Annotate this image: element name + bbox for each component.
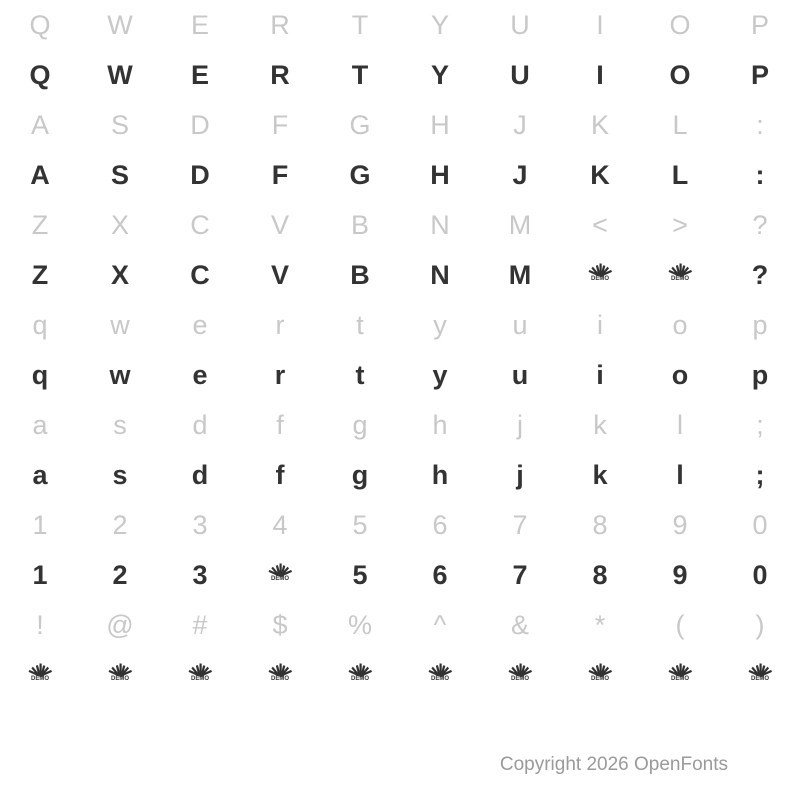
glyph-cell: P bbox=[750, 59, 769, 90]
glyph-cell: 0 bbox=[752, 509, 768, 540]
demo-glyph bbox=[640, 250, 720, 300]
glyph-cell: p bbox=[752, 309, 768, 340]
glyph-cell: u bbox=[511, 359, 529, 390]
glyph-cell: 6 bbox=[432, 509, 448, 540]
glyph-cell: t bbox=[355, 359, 365, 390]
glyph-cell: 5 bbox=[352, 509, 368, 540]
glyph-cell: 3 bbox=[192, 509, 208, 540]
glyph-cell: W bbox=[107, 9, 133, 40]
glyph-cell: 7 bbox=[512, 509, 528, 540]
glyph-cell: H bbox=[430, 109, 450, 140]
glyph-row bbox=[0, 400, 800, 450]
glyph-cell: ! bbox=[36, 609, 44, 640]
glyph-cell: s bbox=[112, 459, 128, 490]
glyph-row bbox=[0, 250, 800, 300]
demo-burst-icon: DEMO bbox=[667, 262, 693, 288]
glyph-cell: 3 bbox=[192, 559, 208, 590]
demo-glyph bbox=[480, 650, 560, 700]
glyph-cell: @ bbox=[106, 609, 134, 640]
glyph-cell: y bbox=[432, 359, 448, 390]
demo-glyph bbox=[320, 650, 400, 700]
demo-glyph bbox=[720, 650, 800, 700]
glyph-cell: E bbox=[190, 59, 209, 90]
glyph-cell: f bbox=[276, 409, 284, 440]
glyph-row bbox=[0, 50, 800, 100]
glyph-cell: N bbox=[430, 259, 450, 290]
demo-glyph bbox=[560, 250, 640, 300]
glyph-cell: I bbox=[596, 59, 604, 90]
glyph-cell: G bbox=[349, 109, 371, 140]
glyph-cell: N bbox=[430, 209, 450, 240]
glyph-cell: S bbox=[110, 109, 129, 140]
glyph-cell: 1 bbox=[32, 509, 48, 540]
glyph-cell: k bbox=[592, 459, 608, 490]
glyph-cell: 6 bbox=[432, 559, 448, 590]
glyph-cell: K bbox=[590, 159, 610, 190]
glyph-cell: A bbox=[30, 109, 49, 140]
glyph-cell: q bbox=[32, 309, 48, 340]
glyph-cell: a bbox=[32, 459, 48, 490]
glyph-cell: j bbox=[517, 409, 523, 440]
glyph-cell: w bbox=[110, 309, 130, 340]
glyph-cell: l bbox=[677, 409, 683, 440]
glyph-cell: Z bbox=[31, 259, 49, 290]
glyph-cell: g bbox=[351, 459, 369, 490]
glyph-cell: d bbox=[192, 409, 208, 440]
glyph-cell: ? bbox=[751, 259, 769, 290]
glyph-cell: 0 bbox=[752, 559, 768, 590]
glyph-cell: d bbox=[191, 459, 209, 490]
demo-burst-icon: DEMO bbox=[427, 662, 453, 688]
glyph-cell: e bbox=[192, 309, 208, 340]
glyph-row bbox=[0, 500, 800, 550]
glyph-cell: i bbox=[596, 359, 604, 390]
glyph-cell: $ bbox=[272, 609, 288, 640]
glyph-cell: 8 bbox=[592, 509, 608, 540]
glyph-cell: P bbox=[750, 9, 769, 40]
glyph-row bbox=[0, 300, 800, 350]
glyph-row bbox=[0, 650, 800, 700]
glyph-row bbox=[0, 100, 800, 150]
glyph-cell: h bbox=[431, 459, 449, 490]
glyph-cell: B bbox=[350, 259, 370, 290]
glyph-cell: H bbox=[430, 159, 450, 190]
demo-glyph bbox=[80, 650, 160, 700]
glyph-cell: D bbox=[190, 159, 210, 190]
glyph-cell: h bbox=[432, 409, 448, 440]
glyph-cell: 5 bbox=[352, 559, 368, 590]
demo-burst-icon: DEMO bbox=[587, 262, 613, 288]
demo-burst-icon: DEMO bbox=[107, 662, 133, 688]
glyph-cell: C bbox=[190, 209, 210, 240]
demo-burst-icon: DEMO bbox=[187, 662, 213, 688]
glyph-cell: ; bbox=[755, 459, 765, 490]
glyph-row bbox=[0, 150, 800, 200]
glyph-cell: R bbox=[270, 59, 290, 90]
glyph-cell: * bbox=[594, 609, 606, 640]
glyph-cell: 2 bbox=[112, 559, 128, 590]
glyph-cell: ? bbox=[752, 209, 768, 240]
glyph-cell: B bbox=[350, 209, 369, 240]
demo-burst-icon: DEMO bbox=[507, 662, 533, 688]
glyph-cell: X bbox=[110, 259, 129, 290]
glyph-cell: V bbox=[270, 209, 289, 240]
demo-burst-icon: DEMO bbox=[747, 662, 773, 688]
demo-burst-icon: DEMO bbox=[587, 662, 613, 688]
glyph-row bbox=[0, 450, 800, 500]
glyph-cell: o bbox=[672, 309, 688, 340]
glyph-cell: r bbox=[274, 359, 286, 390]
copyright-notice: Copyright 2026 OpenFonts bbox=[499, 754, 728, 775]
glyph-row bbox=[0, 600, 800, 650]
glyph-cell: J bbox=[512, 159, 528, 190]
glyph-cell: X bbox=[110, 209, 129, 240]
glyph-cell: Y bbox=[430, 59, 449, 90]
glyph-cell: 2 bbox=[112, 509, 128, 540]
glyph-cell: 7 bbox=[512, 559, 528, 590]
demo-glyph bbox=[160, 650, 240, 700]
glyph-cell: Y bbox=[430, 9, 449, 40]
glyph-cell: g bbox=[352, 409, 368, 440]
glyph-row bbox=[0, 550, 800, 600]
glyph-cell: C bbox=[190, 259, 210, 290]
glyph-cell: L bbox=[672, 109, 688, 140]
glyph-cell: T bbox=[351, 9, 369, 40]
glyph-cell: # bbox=[192, 609, 208, 640]
glyph-cell: % bbox=[347, 609, 372, 640]
glyph-cell: U bbox=[510, 59, 530, 90]
glyph-cell: 8 bbox=[592, 559, 608, 590]
glyph-cell: M bbox=[508, 209, 532, 240]
demo-glyph bbox=[240, 650, 320, 700]
glyph-cell: l bbox=[676, 459, 684, 490]
glyph-cell: : bbox=[755, 159, 765, 190]
glyph-cell: o bbox=[671, 359, 689, 390]
glyph-cell: G bbox=[349, 159, 371, 190]
demo-glyph bbox=[560, 650, 640, 700]
glyph-cell: K bbox=[590, 109, 609, 140]
glyph-cell: F bbox=[271, 109, 289, 140]
glyph-cell: ^ bbox=[433, 609, 447, 640]
demo-glyph bbox=[240, 550, 320, 600]
glyph-row bbox=[0, 0, 800, 50]
glyph-cell: y bbox=[433, 309, 447, 340]
glyph-cell: U bbox=[510, 9, 530, 40]
glyph-row bbox=[0, 350, 800, 400]
demo-glyph bbox=[400, 650, 480, 700]
glyph-cell: V bbox=[270, 259, 289, 290]
glyph-cell: u bbox=[512, 309, 528, 340]
demo-burst-icon: DEMO bbox=[267, 562, 293, 588]
glyph-cell: D bbox=[190, 109, 210, 140]
glyph-cell: I bbox=[596, 9, 604, 40]
glyph-cell: A bbox=[30, 159, 50, 190]
glyph-cell: F bbox=[271, 159, 289, 190]
glyph-cell: < bbox=[592, 209, 608, 240]
glyph-cell: p bbox=[751, 359, 769, 390]
glyph-cell: Q bbox=[29, 59, 51, 90]
glyph-cell: O bbox=[669, 59, 691, 90]
glyph-cell: S bbox=[110, 159, 129, 190]
glyph-cell: ) bbox=[755, 609, 765, 640]
glyph-cell: e bbox=[192, 359, 208, 390]
glyph-cell: ( bbox=[675, 609, 685, 640]
glyph-cell: a bbox=[32, 409, 48, 440]
glyph-cell: E bbox=[190, 9, 209, 40]
glyph-cell: 4 bbox=[272, 509, 288, 540]
glyph-cell: t bbox=[356, 309, 364, 340]
glyph-cell: w bbox=[109, 359, 131, 390]
demo-glyph bbox=[0, 650, 80, 700]
glyph-cell: f bbox=[275, 459, 285, 490]
glyph-cell: & bbox=[510, 609, 529, 640]
glyph-cell: 9 bbox=[672, 509, 688, 540]
glyph-cell: T bbox=[351, 59, 369, 90]
glyph-cell: R bbox=[270, 9, 290, 40]
glyph-cell: 9 bbox=[672, 559, 688, 590]
glyph-cell: ; bbox=[756, 409, 764, 440]
glyph-cell: J bbox=[513, 109, 527, 140]
glyph-cell: > bbox=[672, 209, 688, 240]
glyph-cell: k bbox=[593, 409, 607, 440]
glyph-cell: Q bbox=[29, 9, 51, 40]
glyph-cell: i bbox=[597, 309, 603, 340]
demo-glyph bbox=[640, 650, 720, 700]
glyph-cell: : bbox=[756, 109, 764, 140]
glyph-cell: 1 bbox=[32, 559, 48, 590]
demo-burst-icon: DEMO bbox=[27, 662, 53, 688]
demo-burst-icon: DEMO bbox=[267, 662, 293, 688]
demo-burst-icon: DEMO bbox=[347, 662, 373, 688]
glyph-cell: O bbox=[669, 9, 691, 40]
glyph-cell: W bbox=[107, 59, 133, 90]
glyph-cell: s bbox=[113, 409, 127, 440]
glyph-cell: q bbox=[31, 359, 49, 390]
glyph-cell: M bbox=[508, 259, 532, 290]
glyph-cell: j bbox=[516, 459, 524, 490]
glyph-cell: r bbox=[275, 309, 285, 340]
glyph-cell: L bbox=[671, 159, 689, 190]
glyph-cell: Z bbox=[31, 209, 49, 240]
glyph-row bbox=[0, 200, 800, 250]
demo-burst-icon: DEMO bbox=[667, 662, 693, 688]
